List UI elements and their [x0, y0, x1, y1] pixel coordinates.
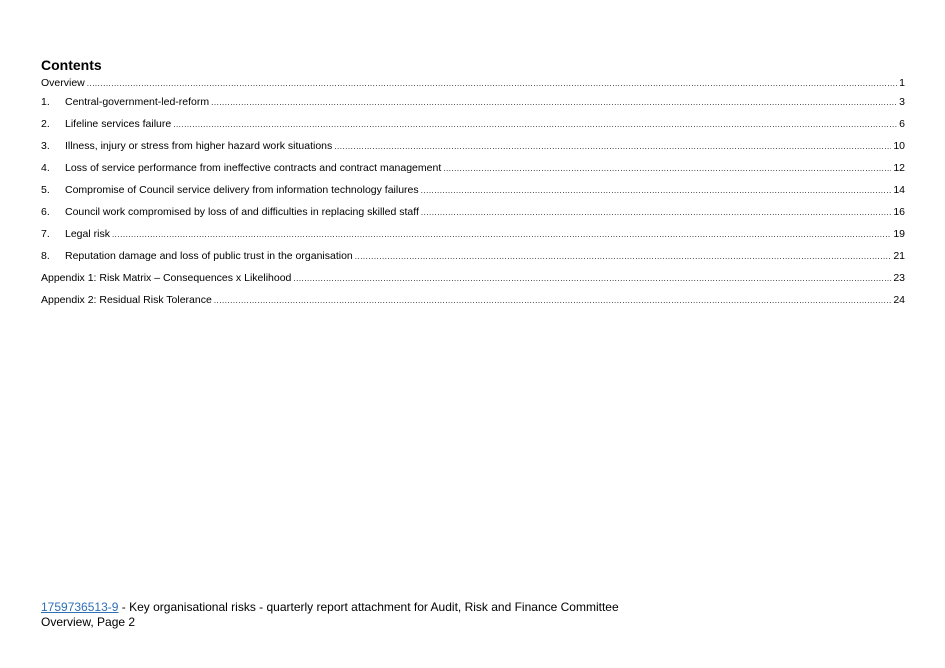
toc-dot-leader	[173, 118, 897, 132]
toc-entry[interactable]	[41, 76, 905, 95]
toc-list	[41, 76, 905, 315]
toc-entry-page-number: 16	[893, 206, 905, 218]
toc-entry[interactable]	[41, 205, 905, 227]
toc-entry-label: Reputation damage and loss of public trust in the organisation	[65, 250, 353, 262]
toc-dot-leader	[112, 228, 891, 242]
toc-entry-number: 6.	[41, 206, 50, 218]
toc-dot-leader	[355, 250, 892, 264]
toc-entry-number: 7.	[41, 228, 50, 240]
toc-entry-page-number: 24	[893, 294, 905, 306]
toc-entry[interactable]	[41, 161, 905, 183]
toc-dot-leader	[421, 184, 892, 198]
toc-entry-page-number: 3	[899, 96, 905, 108]
toc-entry[interactable]	[41, 293, 905, 315]
toc-entry-label: Compromise of Council service delivery from information technology failures	[65, 184, 419, 196]
footer-line-1	[41, 600, 619, 615]
footer-page-label: Overview, Page 2	[41, 615, 136, 629]
toc-entry[interactable]	[41, 227, 905, 249]
toc-entry-label: Legal risk	[65, 228, 110, 240]
toc-entry-label: Illness, injury or stress from higher hazard work situations	[65, 140, 333, 152]
toc-entry-page-number: 14	[893, 184, 905, 196]
document-id-link[interactable]: 1759736513-9	[41, 600, 119, 614]
toc-entry-page-number: 21	[893, 250, 905, 262]
toc-entry-label: Council work compromised by loss of and difficulties in replacing skilled staff	[65, 206, 419, 218]
toc-dot-leader	[87, 77, 897, 91]
toc-entry-page-number: 10	[893, 140, 905, 152]
toc-entry-page-number: 6	[899, 118, 905, 130]
toc-entry-number: 1.	[41, 96, 50, 108]
toc-entry[interactable]	[41, 139, 905, 161]
toc-dot-leader	[211, 96, 897, 110]
table-of-contents	[41, 56, 905, 315]
toc-entry-label: Lifeline services failure	[65, 118, 172, 130]
document-title: - Key organisational risks - quarterly report attachment for Audit, Risk and Finance Committee	[118, 600, 619, 614]
toc-dot-leader	[293, 272, 891, 286]
toc-entry-number: 5.	[41, 184, 50, 196]
toc-entry-label: Central-government-led-reform	[65, 96, 210, 108]
toc-entry[interactable]	[41, 271, 905, 293]
toc-entry[interactable]	[41, 117, 905, 139]
toc-entry[interactable]	[41, 183, 905, 205]
toc-dot-leader	[214, 294, 891, 308]
toc-entry[interactable]	[41, 249, 905, 271]
toc-dot-leader	[334, 140, 891, 154]
toc-dot-leader	[443, 162, 891, 176]
toc-entry-label: Loss of service performance from ineffective contracts and contract management	[65, 162, 442, 174]
toc-dot-leader	[421, 206, 891, 220]
contents-heading: Contents	[41, 57, 102, 73]
page-footer	[41, 600, 619, 630]
toc-entry-number: 4.	[41, 162, 50, 174]
toc-entry-page-number: 23	[893, 272, 905, 284]
toc-entry-number: 8.	[41, 250, 50, 262]
toc-entry-number: 2.	[41, 118, 50, 130]
toc-entry-page-number: 19	[893, 228, 905, 240]
toc-entry-label: Appendix 2: Residual Risk Tolerance	[41, 294, 212, 306]
toc-entry-page-number: 1	[899, 77, 905, 89]
toc-entry-page-number: 12	[893, 162, 905, 174]
toc-entry-label: Overview	[41, 77, 85, 89]
toc-entry-number: 3.	[41, 140, 50, 152]
toc-entry[interactable]	[41, 95, 905, 117]
toc-entry-label: Appendix 1: Risk Matrix – Consequences x Likelihood	[41, 272, 292, 284]
